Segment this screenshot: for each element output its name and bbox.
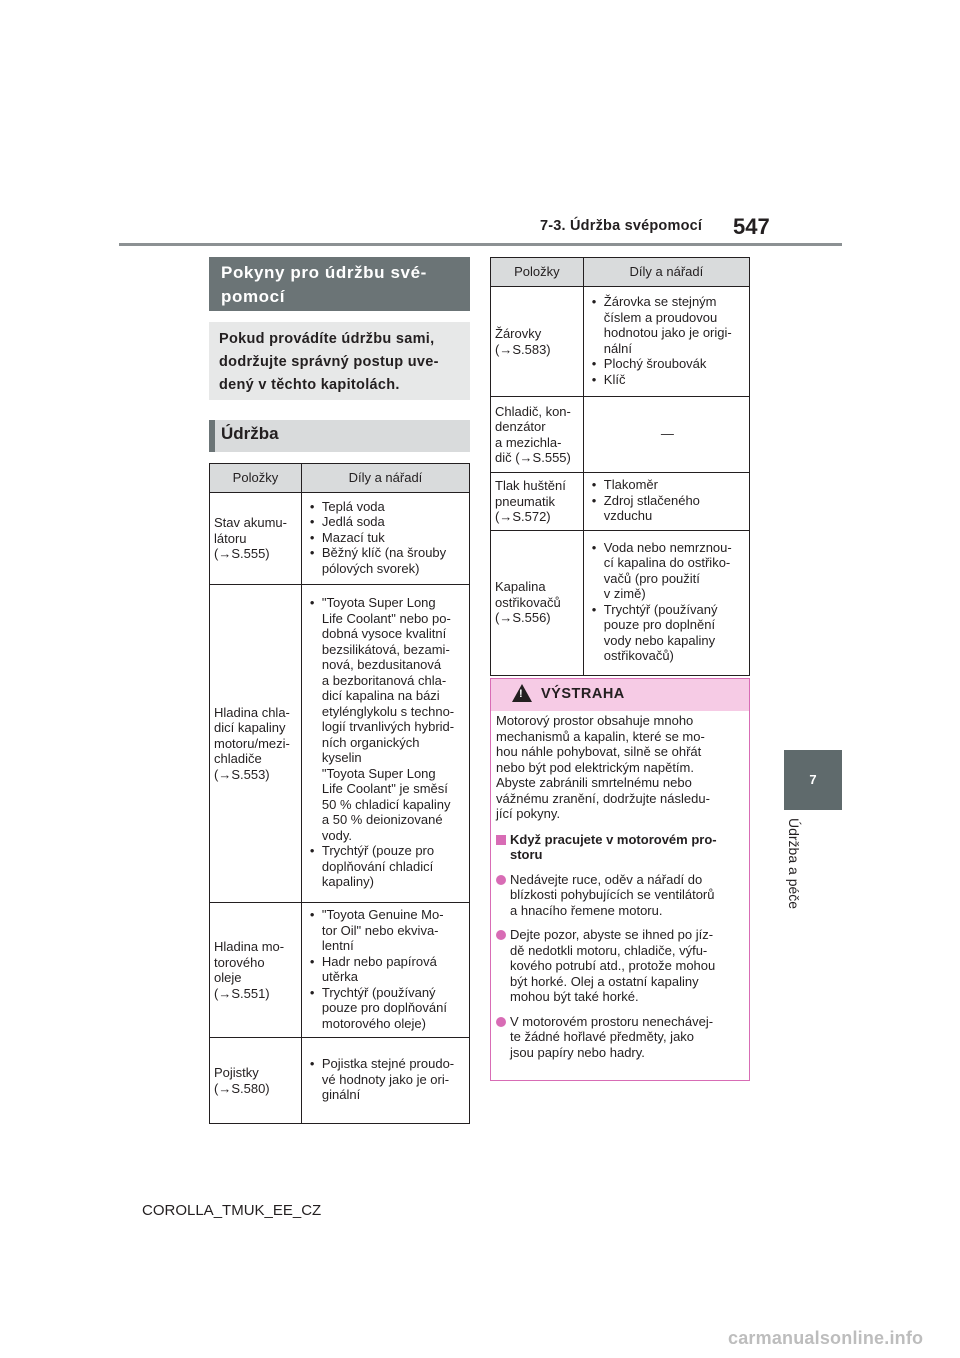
section-label: Údržba: [221, 424, 279, 443]
item-cell: [210, 585, 302, 903]
tools-list-item: [308, 530, 465, 546]
tools-cell: [583, 287, 749, 397]
intro-line: dodržujte správný postup uve-: [219, 354, 439, 370]
warning-point-line: Nedávejte ruce, oděv a nářadí do: [510, 871, 703, 887]
tools-text: Life Coolant" nebo po-: [321, 610, 451, 626]
tools-list: [590, 477, 745, 524]
item-text: Žárovky: [495, 326, 542, 341]
intro-line: dený v těchto kapitolách.: [219, 377, 400, 393]
warning-point-line: dě nedotkli motoru, chladiče, výfu-: [510, 942, 708, 958]
tools-cell: [583, 530, 749, 675]
tools-text: lentní: [321, 938, 354, 953]
warning-intro-line: jící pokyny.: [496, 806, 561, 821]
tools-cell: [301, 1038, 469, 1124]
tools-text: bezsilikátová, bezami-: [321, 641, 450, 657]
tools-list-item: [308, 499, 465, 515]
item-text: Kapalina: [495, 579, 546, 595]
item-text: Tlak huštění: [495, 478, 566, 493]
tools-text: vé hodnoty jako je ori-: [321, 1071, 450, 1087]
item-text: oleje: [214, 970, 242, 985]
tools-list-item: [308, 985, 465, 1032]
tools-text: motorového oleje): [321, 1015, 426, 1031]
warning-point: [496, 927, 743, 1005]
tools-list-item: [590, 356, 745, 372]
item-text: (→S.580): [214, 1080, 270, 1096]
warning-point-line: kového potrubí atd., protože mohou: [510, 958, 716, 973]
tools-text: utěrka: [321, 969, 359, 984]
table-row: [210, 1038, 470, 1124]
item-text: látoru: [214, 530, 247, 546]
item-text: dicí kapaliny: [214, 720, 286, 736]
tools-text: tor Oil" nebo ekviva-: [321, 922, 439, 938]
tools-list: [308, 1056, 465, 1103]
tools-text: pouze pro doplnění: [603, 617, 716, 632]
page-title: [209, 257, 470, 311]
item-text: (→S.551): [214, 985, 270, 1001]
warning-intro-line: Abyste zabránili smrtelnému nebo: [496, 775, 692, 790]
tools-list-item: [308, 954, 465, 985]
watermark: carmanualsonline.info: [728, 1328, 924, 1348]
tools-text: kapaliny): [321, 874, 374, 890]
tools-text: vzduchu: [603, 508, 653, 523]
item-text: ostřikovačů: [495, 594, 561, 610]
chapter-title-wrap: [786, 818, 893, 910]
tools-text: • Hadr nebo papírová: [321, 953, 437, 969]
tools-cell: [301, 585, 469, 903]
tools-list-item: [308, 843, 465, 890]
tools-list-item: [308, 1056, 465, 1103]
warning-intro-line: vážnému zranění, dodržujte následu-: [496, 790, 710, 806]
tools-text: • Žárovka se stejným: [603, 294, 717, 309]
tools-text: vody nebo kapaliny: [603, 632, 716, 648]
item-text: pneumatik: [495, 493, 555, 509]
tools-list-item: [308, 514, 465, 530]
footer-code: COROLLA_TMUK_EE_CZ: [142, 1202, 322, 1219]
warning-point-line: a hnacího řemene motoru.: [510, 902, 663, 918]
warning-subheading: [496, 832, 743, 863]
chapter-title: Údržba a péče: [786, 818, 802, 910]
table-row: [491, 530, 750, 675]
warning-point-line: jsou papíry nebo hadry.: [510, 1044, 645, 1060]
header-rule: [119, 243, 842, 246]
tools-text: • Trychtýř (pouze pro: [321, 843, 435, 859]
circle-bullet-icon: [496, 1017, 506, 1027]
warning-point-line: Dejte pozor, abyste se ihned po jíz-: [510, 927, 714, 942]
warning-header: [491, 679, 749, 711]
item-text: torového: [214, 954, 265, 970]
tools-text: • Trychtýř (používaný: [321, 984, 436, 1000]
tools-text: logií trvanlivých hybrid-: [321, 719, 455, 735]
tools-text: nální: [603, 340, 632, 356]
tools-text: • Běžný klíč (na šrouby: [321, 545, 447, 561]
warning-point: [496, 1014, 743, 1061]
tools-text: ostřikovačů): [603, 648, 674, 663]
item-cell: [491, 287, 584, 397]
warning-subheading-line: Když pracujete v motorovém pro-: [510, 831, 717, 847]
tools-cell: [583, 397, 749, 473]
table-row: [210, 585, 470, 903]
tools-text: číslem a proudovou: [603, 309, 718, 325]
warning-point-line: být horké. Olej a ostatní kapaliny: [510, 973, 699, 989]
tools-list-item: [308, 545, 465, 576]
item-text: dič (→S.555): [495, 450, 571, 465]
tools-text: dicí kapalina na bázi: [321, 688, 440, 704]
item-cell: [210, 1038, 302, 1124]
item-text: Pojistky: [214, 1065, 259, 1080]
item-cell: [491, 473, 584, 531]
item-text: (→S.583): [495, 341, 551, 357]
tools-text: hodnotou jako je origi-: [603, 325, 732, 340]
tools-text: • Jedlá soda: [321, 514, 385, 530]
warning-box: [490, 678, 750, 1081]
table-row: [491, 397, 750, 473]
tools-text: pouze pro doplňování: [321, 1000, 447, 1015]
tools-text: v zimě): [603, 586, 646, 601]
tools-list-item: [590, 540, 745, 602]
table-row: [210, 493, 470, 585]
tools-list: [590, 294, 745, 387]
warning-point-line: te žádné hořlavé předměty, jako: [510, 1029, 695, 1044]
warning-body: [491, 711, 749, 1060]
warning-point-line: blízkosti pohybujících se ventilátorů: [510, 887, 715, 902]
item-text: chladiče: [214, 751, 262, 767]
warning-point-line: V motorovém prostoru nenechávej-: [510, 1013, 714, 1029]
warning-intro-line: hou náhle pohybovat, silně se ohřát: [496, 744, 702, 759]
column-header-items: Položky: [491, 258, 584, 287]
page-title-line: pomocí: [221, 287, 286, 306]
tools-text: Life Coolant" je směsí: [321, 781, 448, 797]
tools-text: ginální: [321, 1087, 361, 1103]
tools-text: dobná vysoce kvalitní: [321, 626, 447, 642]
tools-text: a 50 % deionizované: [321, 812, 443, 828]
item-text: (→S.572): [495, 509, 551, 524]
item-text: (→S.555): [214, 546, 270, 562]
tools-cell: [301, 903, 469, 1038]
warning-intro-line: Motorový prostor obsahuje mnoho: [496, 713, 694, 728]
tools-text: • "Toyota Super Long: [321, 595, 436, 611]
item-text: denzátor: [495, 419, 546, 434]
tools-text: • Pojistka stejné proudo-: [321, 1056, 455, 1072]
empty-dash: —: [660, 425, 674, 441]
item-cell: [210, 493, 302, 585]
tools-list-item: [590, 294, 745, 356]
chapter-number: 7: [809, 772, 817, 787]
tools-text: • Zdroj stlačeného: [603, 492, 700, 508]
circle-bullet-icon: [496, 875, 506, 885]
tools-text: kyselin: [321, 750, 362, 766]
intro-line: Pokud provádíte údržbu sami,: [219, 331, 435, 347]
exclamation-icon: !: [519, 688, 523, 700]
column-header-items: Položky: [210, 464, 302, 493]
column-header-tools: Díly a nářadí: [583, 258, 749, 287]
section-heading: [209, 420, 470, 452]
warning-title: VÝSTRAHA: [541, 686, 625, 702]
tools-list-item: [590, 493, 745, 524]
item-text: (→S.553): [214, 766, 270, 782]
warning-intro: [496, 713, 743, 822]
tools-cell: [301, 493, 469, 585]
tools-text: 50 % chladicí kapaliny: [321, 796, 451, 812]
item-cell: [210, 903, 302, 1038]
tools-text: "Toyota Super Long: [321, 765, 436, 781]
tools-text: etylénglykolu s techno-: [321, 703, 455, 719]
tools-list: [308, 595, 465, 890]
section-bar: [209, 420, 215, 452]
warning-intro-line: nebo být pod elektrickým napětím.: [496, 759, 694, 775]
item-text: Hladina mo-: [214, 939, 285, 954]
tools-list-item: [590, 602, 745, 664]
warning-subheading-line: storu: [510, 847, 543, 862]
tools-text: pólových svorek): [321, 560, 420, 576]
tools-list-item: [590, 372, 745, 388]
header-section-title: 7-3. Údržba svépomocí: [540, 218, 703, 234]
tools-text: • Trychtýř (používaný: [603, 601, 718, 617]
tools-list-item: [308, 595, 465, 843]
item-cell: [491, 530, 584, 675]
maintenance-table-left: [209, 463, 470, 1124]
tools-list: [308, 499, 465, 577]
intro-box: [209, 322, 470, 400]
tools-text: • Klíč: [603, 371, 626, 387]
table-row: [210, 903, 470, 1038]
tools-list: [308, 907, 465, 1031]
square-bullet-icon: [496, 835, 506, 845]
tools-text: • Voda nebo nemrznou-: [603, 539, 732, 555]
tools-text: doplňování chladicí: [321, 858, 434, 874]
item-text: a mezichla-: [495, 434, 562, 450]
tools-text: vody.: [321, 827, 352, 843]
tools-text: ních organických: [321, 734, 420, 750]
warning-point: [496, 872, 743, 919]
tools-list-item: [590, 477, 745, 493]
item-text: Stav akumu-: [214, 515, 287, 531]
tools-text: nová, bezdusitanová: [321, 657, 442, 673]
tools-text: vačů (pro použití: [603, 570, 700, 586]
item-cell: [491, 397, 584, 473]
circle-bullet-icon: [496, 930, 506, 940]
warning-point-line: mohou být také horké.: [510, 989, 639, 1004]
item-text: Hladina chla-: [214, 704, 290, 720]
item-text: motoru/mezi-: [214, 735, 290, 751]
tools-text: • "Toyota Genuine Mo-: [321, 907, 444, 922]
tools-text: • Mazací tuk: [321, 529, 385, 545]
tools-list-item: [308, 907, 465, 954]
page-title-line: Pokyny pro údržbu své-: [221, 263, 427, 282]
tools-list: [590, 540, 745, 664]
item-text: Chladič, kon-: [495, 403, 571, 419]
tools-cell: [583, 473, 749, 531]
item-text: (→S.556): [495, 610, 551, 626]
tools-text: a bezboritanová chla-: [321, 672, 447, 688]
tools-text: cí kapalina do ostřiko-: [603, 555, 731, 570]
tools-text: • Teplá voda: [321, 498, 385, 514]
table-row: [491, 287, 750, 397]
maintenance-table-right: [490, 257, 750, 676]
column-header-tools: Díly a nářadí: [301, 464, 469, 493]
table-row: [491, 473, 750, 531]
warning-intro-line: mechanismů a kapalin, které se mo-: [496, 728, 705, 744]
page-number: 547: [733, 214, 770, 239]
tools-text: • Plochý šroubovák: [603, 356, 707, 371]
tools-text: • Tlakoměr: [603, 477, 658, 492]
